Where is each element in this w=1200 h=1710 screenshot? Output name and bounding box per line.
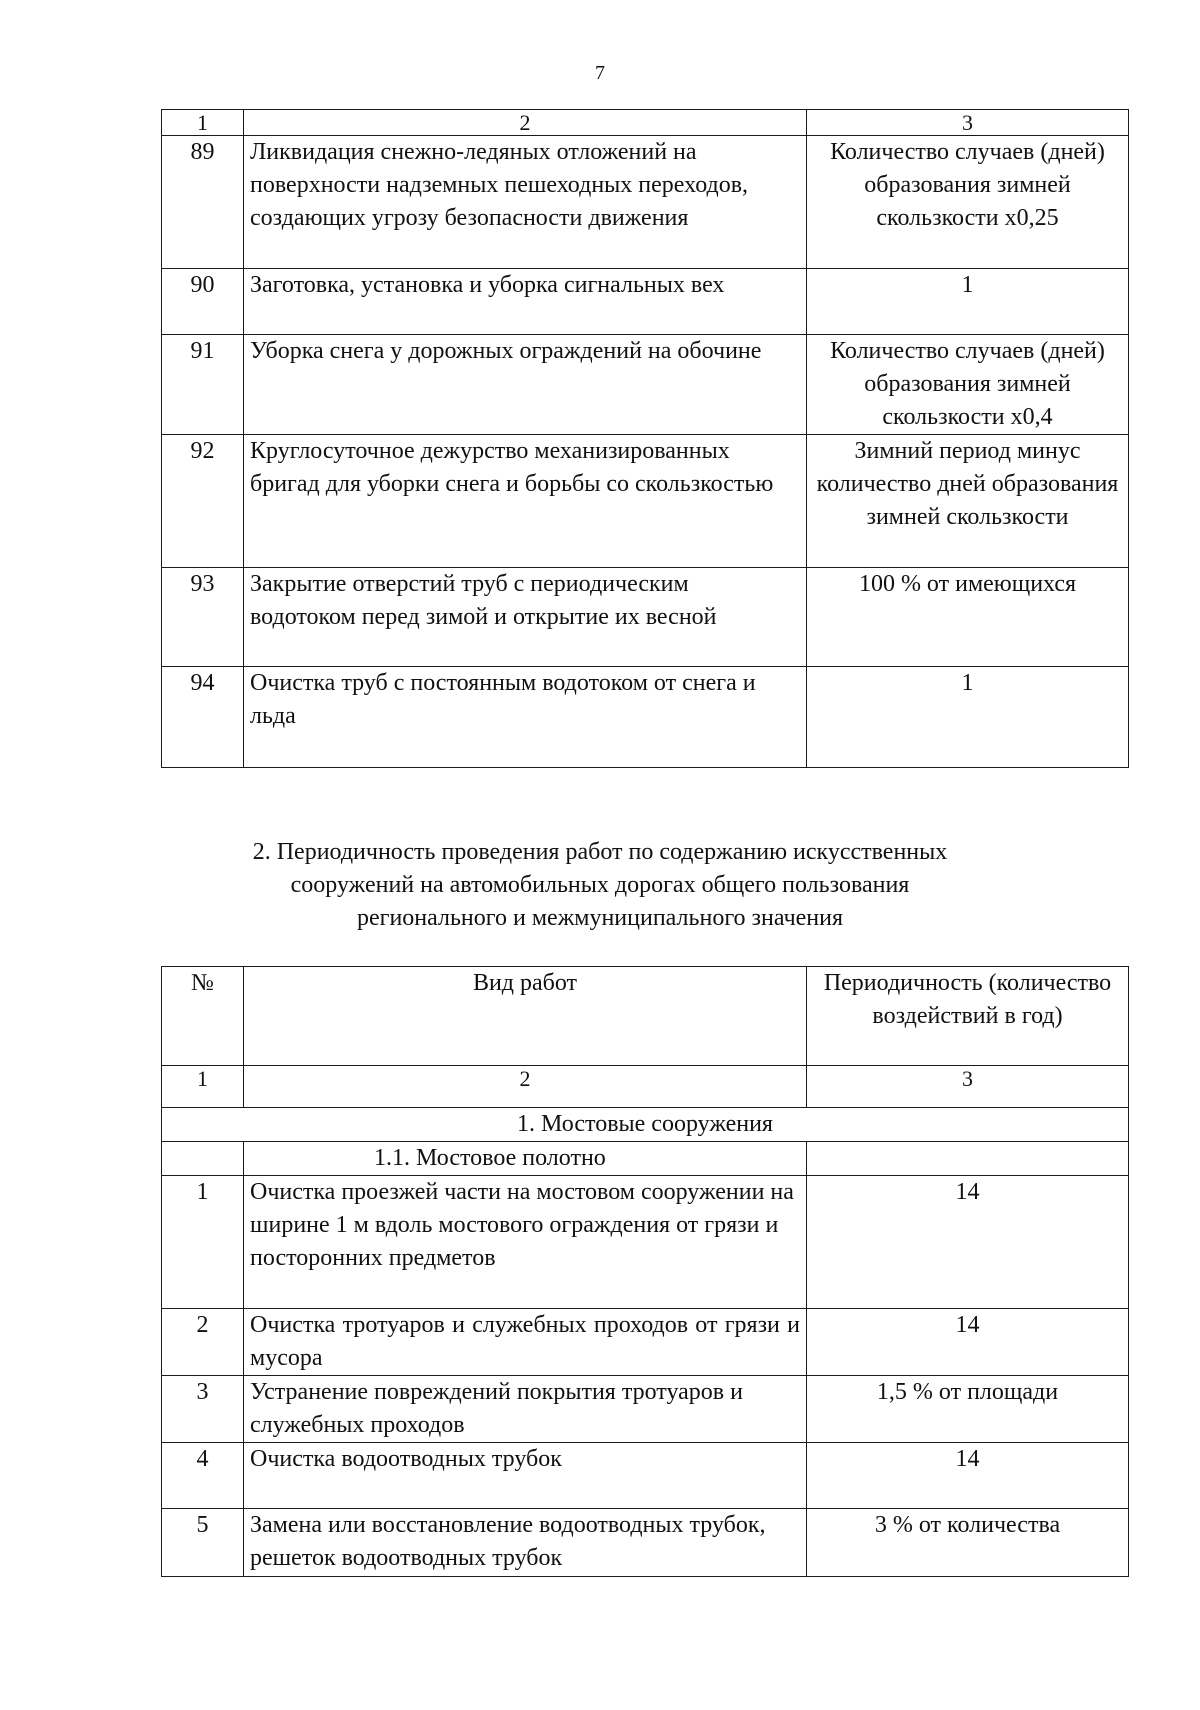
table-row [162, 335, 1129, 435]
table-row [162, 269, 1129, 335]
row-number: 91 [162, 335, 244, 435]
work-description: Закрытие отверстий труб с периодическим водотоком перед зимой и открытие их весной [244, 568, 807, 667]
periodicity: 1,5 % от площади [807, 1376, 1129, 1443]
periodicity: 14 [807, 1309, 1129, 1376]
row-number: 93 [162, 568, 244, 667]
row-number: 5 [162, 1509, 244, 1577]
table-row [162, 1309, 1129, 1376]
table-row [162, 1376, 1129, 1443]
periodicity: Количество случаев (дней) образования зимней скользкости х0,4 [807, 335, 1129, 435]
column-index: 1 [162, 110, 244, 136]
periodicity: 3 % от количества [807, 1509, 1129, 1577]
table-row [162, 1443, 1129, 1509]
table-row [162, 1509, 1129, 1577]
table-row [162, 136, 1129, 269]
section-title [0, 836, 1200, 935]
work-description: Заготовка, установка и уборка сигнальных вех [244, 269, 807, 335]
header-number: № [162, 967, 244, 1066]
section-title-line: регионального и межмуниципального значения [356, 905, 844, 931]
row-number: 92 [162, 435, 244, 568]
work-description: Замена или восстановление водоотводных трубок, решеток водоотводных трубок [244, 1509, 807, 1577]
periodicity: Количество случаев (дней) образования зимней скользкости х0,25 [807, 136, 1129, 269]
empty-cell [162, 1142, 244, 1176]
subgroup-row [162, 1142, 1129, 1176]
column-index: 2 [244, 1066, 807, 1108]
table-row [162, 1176, 1129, 1309]
work-description: Круглосуточное дежурство механизированных бригад для уборки снега и борьбы со скользкостью [244, 435, 807, 568]
periodicity: 1 [807, 667, 1129, 768]
periodicity: 14 [807, 1443, 1129, 1509]
column-index: 2 [244, 110, 807, 136]
header-periodicity: Периодичность (количество воздействий в год) [807, 967, 1129, 1066]
work-description: Очистка тротуаров и служебных проходов от грязи и мусора [244, 1309, 807, 1376]
section-title-line: 2. Периодичность проведения работ по содержанию искусственных [252, 839, 948, 865]
row-number: 90 [162, 269, 244, 335]
row-number: 3 [162, 1376, 244, 1443]
work-description: Уборка снега у дорожных ограждений на обочине [244, 335, 807, 435]
works-table-continued [161, 109, 1129, 768]
table-header-row [162, 967, 1129, 1066]
header-work-type: Вид работ [244, 967, 807, 1066]
periodicity: 1 [807, 269, 1129, 335]
periodicity: Зимний период минус количество дней образования зимней скользкости [807, 435, 1129, 568]
row-number: 89 [162, 136, 244, 269]
table-row [162, 667, 1129, 768]
column-index: 3 [807, 1066, 1129, 1108]
column-index: 1 [162, 1066, 244, 1108]
periodicity: 100 % от имеющихся [807, 568, 1129, 667]
work-description: Ликвидация снежно-ледяных отложений на поверхности надземных пешеходных переходов, создающих угрозу безопасности движения [244, 136, 807, 269]
table-row [162, 568, 1129, 667]
page-number: 7 [595, 62, 605, 84]
work-description: Очистка проезжей части на мостовом сооружении на ширине 1 м вдоль мостового ограждения от грязи и посторонних предметов [244, 1176, 807, 1309]
empty-cell [807, 1142, 1129, 1176]
subgroup-title: 1.1. Мостовое полотно [244, 1142, 807, 1176]
row-number: 1 [162, 1176, 244, 1309]
column-index-row [162, 1066, 1129, 1108]
periodicity-table [161, 966, 1129, 1577]
work-description: Очистка водоотводных трубок [244, 1443, 807, 1509]
group-row [162, 1108, 1129, 1142]
work-description: Очистка труб с постоянным водотоком от снега и льда [244, 667, 807, 768]
table-row [162, 435, 1129, 568]
section-title-line: сооружений на автомобильных дорогах общего пользования [290, 872, 910, 898]
column-index: 3 [807, 110, 1129, 136]
row-number: 94 [162, 667, 244, 768]
row-number: 4 [162, 1443, 244, 1509]
row-number: 2 [162, 1309, 244, 1376]
group-title: 1. Мостовые сооружения [162, 1108, 1129, 1142]
work-description: Устранение повреждений покрытия тротуаров и служебных проходов [244, 1376, 807, 1443]
periodicity: 14 [807, 1176, 1129, 1309]
column-index-row [162, 110, 1129, 136]
